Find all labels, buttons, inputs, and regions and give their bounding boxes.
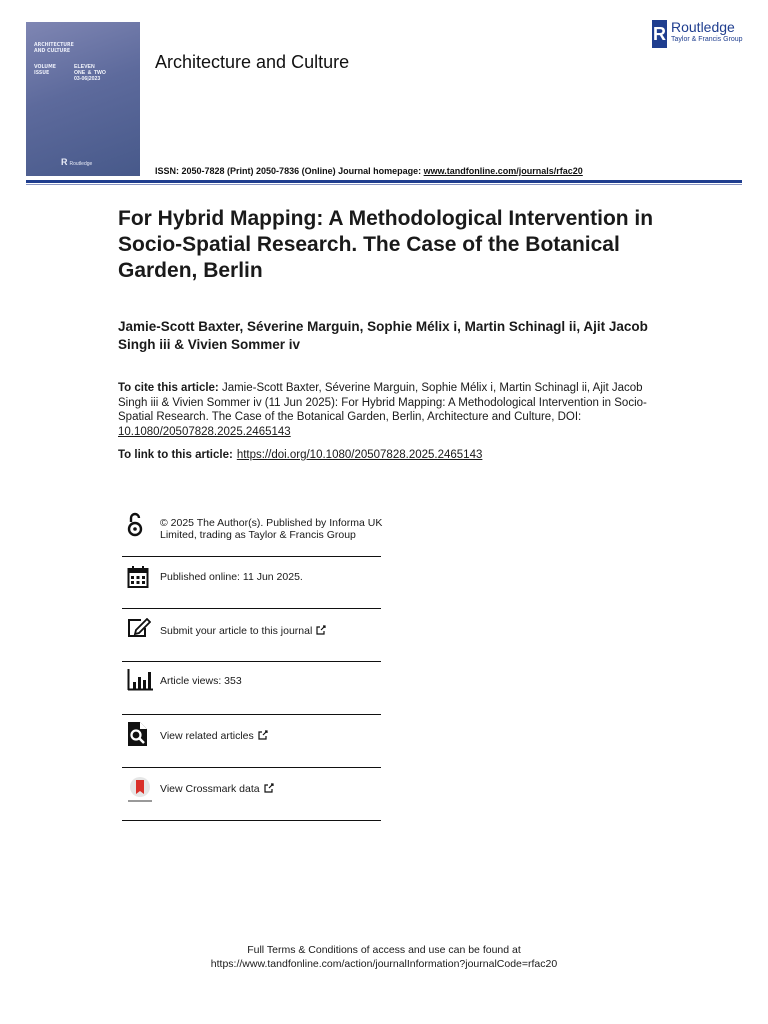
article-doi-url[interactable]: https://doi.org/10.1080/20507828.2025.2465143	[236, 449, 483, 461]
article-link-line	[118, 449, 482, 461]
submit-article-row[interactable]	[122, 608, 381, 662]
related-articles-row[interactable]	[122, 714, 381, 768]
cover-labels: ARCHITECTURE AND CULTURE VOLUME ISSUE	[34, 42, 74, 76]
terms-url[interactable]: https://www.tandfonline.com/action/journalInformation?journalCode=rfac20	[210, 958, 558, 970]
external-link-icon	[264, 783, 274, 796]
terms-footer	[0, 943, 768, 971]
publisher-name: Routledge	[671, 19, 735, 35]
external-link-icon	[258, 730, 268, 743]
header-divider	[26, 180, 742, 183]
journal-homepage-link[interactable]: www.tandfonline.com/journals/rfac20	[423, 166, 583, 176]
related-articles-icon	[127, 721, 149, 752]
submit-article-link[interactable]: Submit your article to this journal	[160, 625, 326, 638]
routledge-logo-icon: R	[652, 20, 667, 48]
copyright-text: © 2025 The Author(s). Published by Informa UK Limited, trading as Taylor & Francis Group	[160, 517, 383, 541]
cover-values: ELEVEN ONE & TWO 03-06|2023	[74, 64, 106, 82]
cover-publisher: R Routledge	[61, 157, 93, 167]
doi-link[interactable]: 10.1080/20507828.2025.2465143	[118, 425, 291, 438]
publisher-logo[interactable]	[652, 20, 743, 48]
citation	[118, 381, 658, 439]
crossmark-link[interactable]: View Crossmark data	[160, 783, 274, 796]
journal-title[interactable]: Architecture and Culture	[155, 52, 350, 72]
edit-icon	[127, 618, 151, 643]
open-access-icon	[127, 512, 143, 543]
related-articles-link[interactable]: View related articles	[160, 730, 268, 743]
cite-label: To cite this article:	[118, 382, 219, 394]
publisher-subtitle: Taylor & Francis Group	[671, 36, 743, 43]
terms-text: Full Terms & Conditions of access and use can be found at	[247, 944, 521, 956]
cite-text: Jamie-Scott Baxter, Séverine Marguin, Sophie Mélix i, Martin Schinagl ii, Ajit Jacob Singh iii & Vivien Sommer iv (11 Jun 2025): For Hybrid Mapping: A Methodological Intervention in Socio-Spatial Research. The Case of the Botanical Garden, Berlin, Architecture and Culture, DOI:	[118, 382, 647, 423]
published-date: Published online: 11 Jun 2025.	[160, 571, 303, 583]
link-label: To link to this article:	[118, 449, 233, 461]
external-link-icon	[316, 625, 326, 638]
journal-cover-image	[26, 22, 140, 176]
calendar-icon	[127, 565, 149, 594]
published-row	[122, 556, 381, 609]
bar-chart-icon	[127, 669, 153, 696]
article-authors: Jamie-Scott Baxter, Séverine Marguin, Sophie Mélix i, Martin Schinagl ii, Ajit Jacob Singh iii & Vivien Sommer iv	[118, 319, 648, 352]
crossmark-icon	[127, 776, 153, 809]
open-access-row	[122, 510, 381, 557]
crossmark-row[interactable]	[122, 767, 381, 821]
article-views: Article views: 353	[160, 675, 242, 687]
issn-line: ISSN: 2050-7828 (Print) 2050-7836 (Online) Journal homepage: www.tandfonline.com/journals/rfac20	[155, 166, 583, 176]
header-divider-thin	[26, 184, 742, 185]
article-title: For Hybrid Mapping: A Methodological Intervention in Socio-Spatial Research. The Case of the Botanical Garden, Berlin	[118, 207, 654, 282]
article-views-row	[122, 661, 381, 715]
